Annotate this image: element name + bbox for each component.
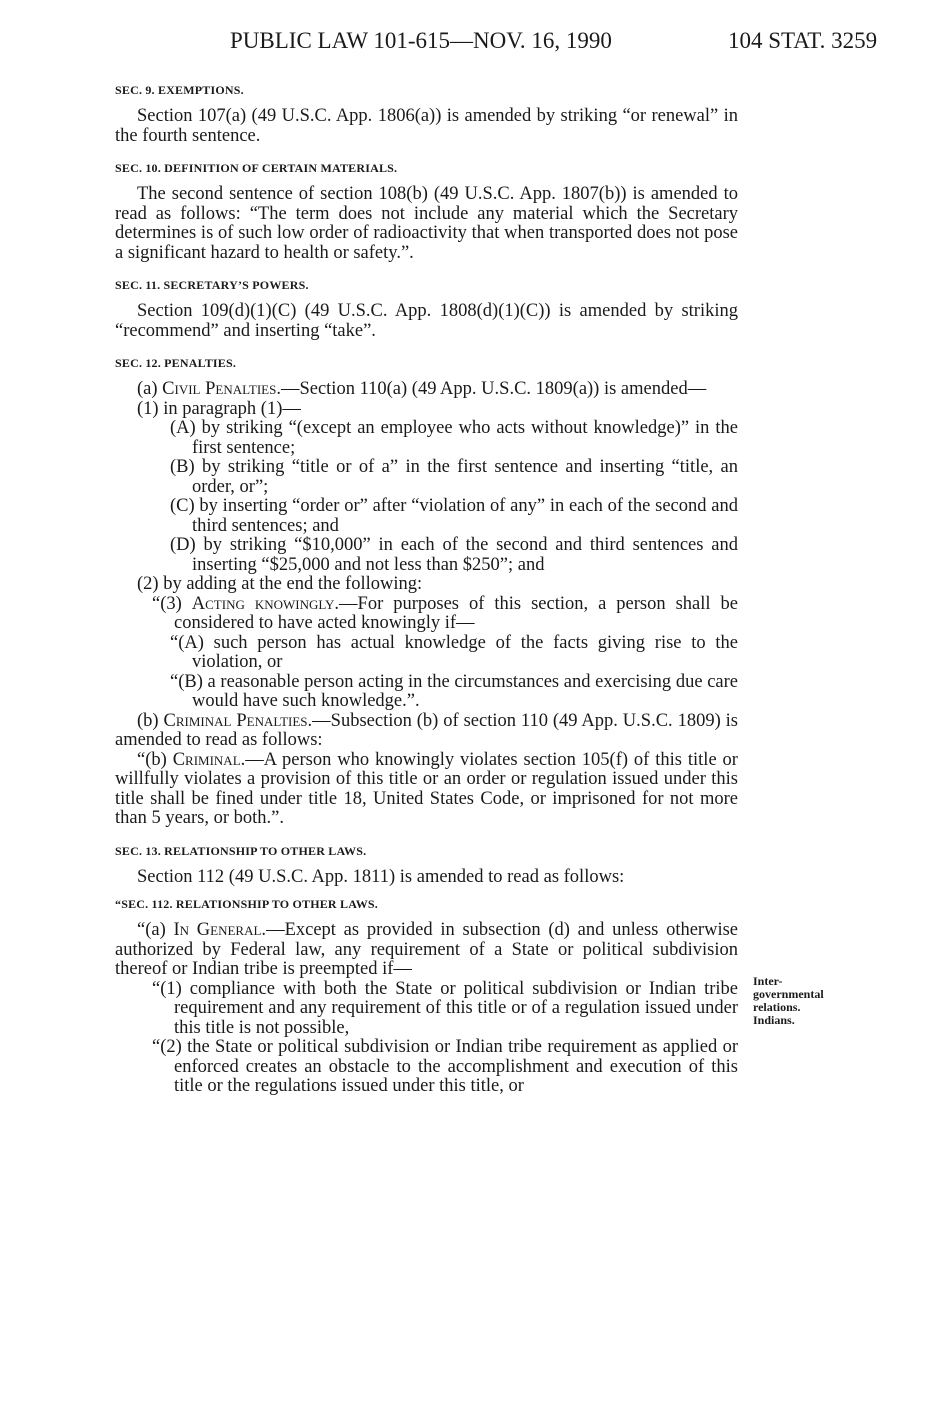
subsection-a-civil-penalties (115, 380, 738, 400)
section-13-text: Section 112 (49 U.S.C. App. 1811) is amended to read as follows: (137, 866, 625, 887)
subsection-b-text: —Subsection (b) of section 110 (49 App. U.S.C. 1809) is amended to read as follows: (115, 710, 738, 750)
quoted-subsection-b-criminal (115, 751, 738, 829)
subparagraph-b: (B) by striking “title or of a” in the first sentence and inserting “title, an order, or”; (170, 457, 738, 497)
page-header (0, 26, 940, 56)
quoted-section-112-heading: “SEC. 112. RELATIONSHIP TO OTHER LAWS. (115, 897, 379, 911)
main-text-column (115, 82, 738, 1097)
margin-note (753, 975, 873, 1027)
quoted-subsection-a-text: —Except as provided in subsection (d) and unless otherwise authorized by Federal law, any requirement of a State or political subdivision thereof or Indian tribe is preempted if— (115, 920, 739, 979)
subparagraph-a: (A) by striking “(except an employee who acts without knowledge)” in the first sentence; (170, 418, 738, 458)
subsection-a-text: —Section 110(a) (49 App. U.S.C. 1809(a)) is amended— (280, 379, 707, 399)
quoted-paragraph-3-lead: “(3) (152, 593, 192, 614)
quoted-paragraph-3-acting-knowingly (115, 595, 738, 634)
subsection-a-caption: Civil Penalties. (162, 379, 281, 399)
quoted-subsection-b-caption: Criminal. (172, 749, 246, 770)
margin-note-line: governmental (753, 987, 824, 1001)
section-11-heading: SEC. 11. SECRETARY’S POWERS. (115, 278, 309, 292)
section-9-heading: SEC. 9. EXEMPTIONS. (115, 83, 244, 97)
quoted-paragraph-2: “(2) the State or political subdivision or Indian tribe requirement as applied or enforced creates an obstacle to the accomplishment and execution of this title or the regulations issued under this title, or (152, 1037, 738, 1096)
margin-note-line: Inter- (753, 974, 783, 988)
quoted-paragraph-1: “(1) compliance with both the State or political subdivision or Indian tribe requirement and any requirement of this title or of a regulation issued under this title is not possible, (152, 978, 738, 1038)
subparagraph-c: (C) by inserting “order or” after “violation of any” in each of the second and third sentences; and (170, 496, 738, 536)
quoted-paragraph-3-caption: Acting knowingly. (191, 593, 340, 614)
quoted-subparagraph-a: “(A) such person has actual knowledge of the facts giving rise to the violation, or (170, 632, 738, 672)
quoted-subsection-b-text: —A person who knowingly violates section 105(f) of this title or willfully violates a provision of this title or an order or regulation issued under this title shall be fined under title 18, United States Code, or imprisoned for not more than 5 years, or both.”. (115, 749, 738, 828)
subsection-a-lead: (a) (137, 379, 163, 399)
subparagraph-d: (D) by striking “$10,000” in each of the second and third sentences and inserting “$25,000 and not less than $250”; and (170, 535, 738, 575)
quoted-paragraph-3-text: —For purposes of this section, a person shall be considered to have acted knowingly if— (174, 593, 738, 633)
margin-note-line: relations. (753, 1000, 801, 1014)
running-title: PUBLIC LAW 101-615—NOV. 16, 1990 (230, 28, 612, 53)
quoted-subparagraph-b: “(B) a reasonable person acting in the circumstances and exercising due care would have such knowledge.”. (170, 671, 738, 711)
subsection-b-caption: Criminal Penalties. (163, 710, 313, 731)
section-11-text: Section 109(d)(1)(C) (49 U.S.C. App. 1808(d)(1)(C)) is amended by striking “recommend” and inserting “take”. (115, 301, 738, 341)
quoted-subsection-b-lead: “(b) (137, 749, 173, 770)
section-9-text: Section 107(a) (49 U.S.C. App. 1806(a)) is amended by striking “or renewal” in the fourth sentence. (115, 106, 738, 146)
margin-note-line: Indians. (753, 1013, 795, 1027)
quoted-subsection-a-in-general (115, 921, 738, 980)
statute-page-number: 104 STAT. 3259 (728, 28, 878, 53)
subsection-b-lead: (b) (137, 710, 164, 731)
paragraph-2: (2) by adding at the end the following: (137, 574, 423, 594)
section-12-heading: SEC. 12. PENALTIES. (115, 356, 237, 370)
section-13-heading: SEC. 13. RELATIONSHIP TO OTHER LAWS. (115, 843, 367, 858)
quoted-subsection-a-lead: “(a) (137, 920, 174, 940)
subsection-b-criminal-penalties (115, 712, 738, 751)
paragraph-1: (1) in paragraph (1)— (137, 398, 301, 419)
section-10-heading: SEC. 10. DEFINITION OF CERTAIN MATERIALS. (115, 161, 398, 175)
section-10-text: The second sentence of section 108(b) (49 U.S.C. App. 1807(b)) is amended to read as follows: “The term does not include any material which the Secretary determines is of such low order of radioactivity that when transported does not pose a significant hazard to health or safety.”. (115, 184, 738, 263)
quoted-subsection-a-caption: In General. (173, 920, 267, 940)
